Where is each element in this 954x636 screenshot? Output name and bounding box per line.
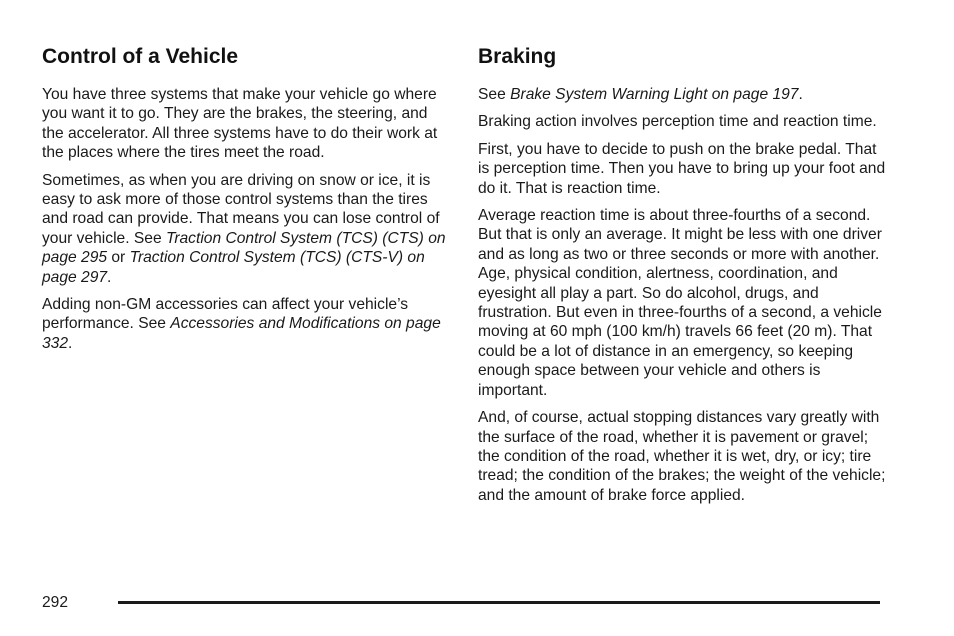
footer-divider — [118, 601, 880, 604]
left-column — [42, 44, 452, 361]
paragraph-text: or — [107, 249, 130, 267]
paragraph-text: Adding non-GM accessories can affect your vehicle’s performance. See — [42, 296, 409, 333]
paragraph-text: See — [478, 86, 511, 103]
paragraph — [42, 295, 452, 353]
section-heading-braking: Braking — [478, 45, 557, 68]
paragraph: Average reaction time is about three-fourths of a second. But that is only an average. It might be less with one driver and as long as two or three seconds or more with another. Age, physical condition, alertness, coordination, and eyesight all play a part. So do alcohol, drugs, and frustration. But even in three-fourths of a second, a vehicle moving at 60 mph (100 km/h) travels 66 feet (20 m). That could be a lot of distance in an emergency, so keeping enough space between your vehicle and others is important. — [478, 207, 882, 399]
paragraph: First, you have to decide to push on the brake pedal. That is perception time. Then you have to bring up your foot and do it. That is reaction time. — [478, 140, 886, 197]
paragraph-text: . — [798, 86, 803, 103]
paragraph-text: Sometimes, as when you are driving on snow or ice, it is easy to ask more of those control systems than the tires and road can provide. That means you can lose control of your vehicle. See — [42, 171, 440, 247]
right-column — [478, 44, 888, 513]
paragraph — [478, 85, 888, 104]
cross-reference: Traction Control System (TCS) (CTS) on page 295 — [42, 229, 446, 267]
paragraph: You have three systems that make your vehicle go where you want it to go. They are the brakes, the steering, and the accelerator. All three systems have to do their work at the places where the tires meet the road. — [42, 86, 438, 162]
section-heading-control: Control of a Vehicle — [42, 45, 239, 68]
paragraph: And, of course, actual stopping distances vary greatly with the surface of the road, whether it is pavement or gravel; the condition of the road, whether it is wet, dry, or icy; tire tread; the condition of the brakes; the weight of the vehicle; and the amount of brake force applied. — [478, 409, 886, 504]
paragraph-text: . — [107, 268, 112, 286]
paragraph — [42, 171, 452, 287]
paragraph: Braking action involves perception time and reaction time. — [478, 113, 877, 131]
cross-reference: Brake System Warning Light on page 197 — [510, 86, 799, 103]
cross-reference: Traction Control System (TCS) (CTS-V) on page 297 — [42, 249, 425, 286]
page-number: 292 — [42, 594, 69, 611]
cross-reference: Accessories and Modifications on page 332 — [42, 315, 441, 352]
paragraph-text: . — [68, 334, 73, 352]
